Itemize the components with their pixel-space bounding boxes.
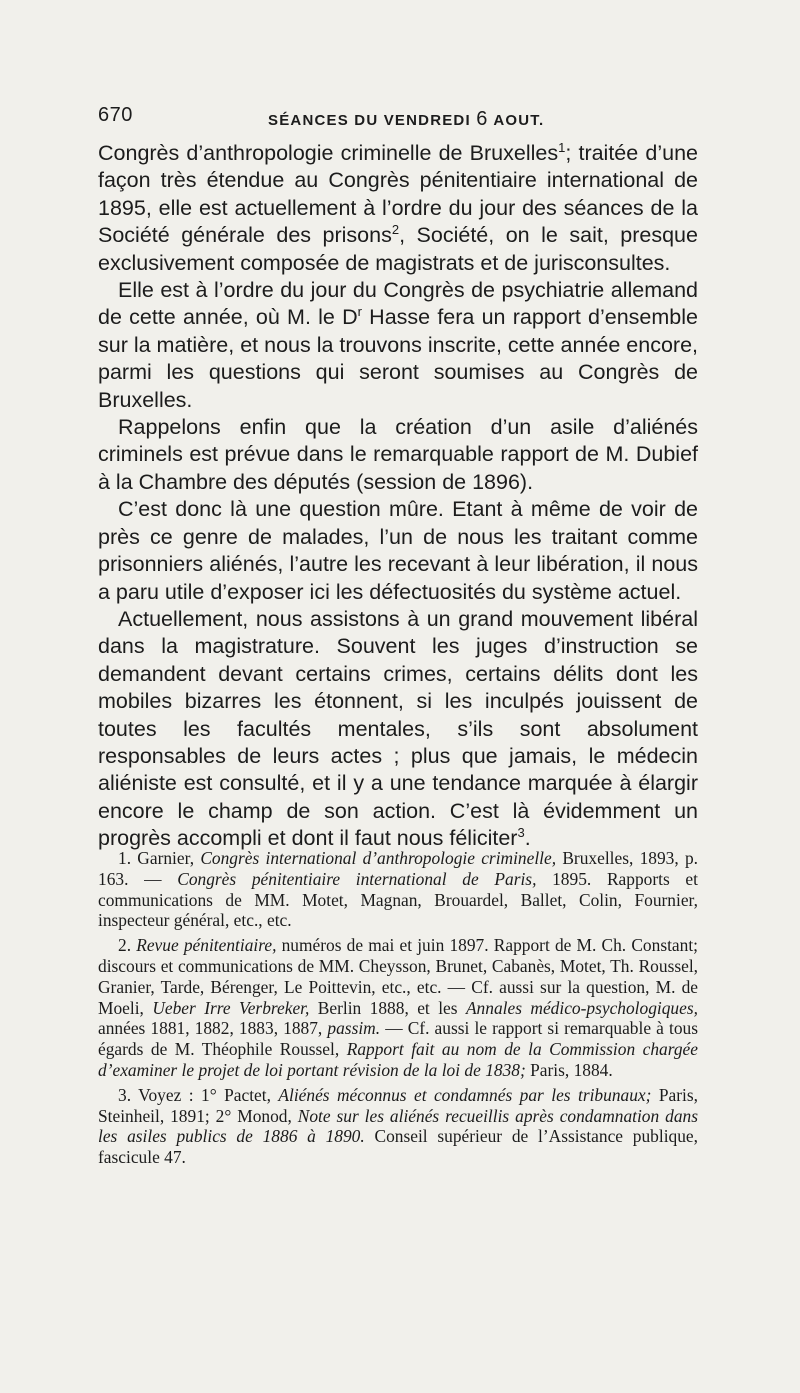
paragraph: Rappelons enfin que la création d’un asile d’aliénés criminels est prévue dans le remarquable rapport de M. Dubief à la Chambre des députés (session de 1896).	[98, 415, 698, 494]
footnote-3: 3. Voyez : 1° Pactet, Aliénés méconnus et condamnés par les tribunaux; Paris, Steinheil, 1891; 2° Monod, Note sur les aliénés recueillis après condamnation dans les asiles publics de 1886 à 1890. Conseil supérieur de l’Assistance publique, fascicule 47.	[98, 1084, 698, 1168]
page-number: 670	[98, 104, 133, 126]
footnote-ref: 1	[558, 140, 566, 155]
footnotes	[98, 848, 698, 1168]
footnote-2: 2. Revue pénitentiaire, numéros de mai et juin 1897. Rapport de M. Ch. Constant; discours et communications de MM. Cheysson, Brunet, Cabanès, Motet, Th. Roussel, Granier, Tarde, Bérenger, Le Poittevin, etc., etc. — Cf. aussi sur la question, M. de Moeli, Ueber Irre Verbreker, Berlin 1888, et les Annales médico-psychologiques, années 1881, 1882, 1883, 1887, passim. — Cf. aussi le rapport si remarquable à tous égards de M. Théophile Roussel, Rapport fait au nom de la Commission chargée d’examiner le projet de loi portant révision de la loi de 1838; Paris, 1884.	[98, 935, 698, 1080]
footnote-ref: 2	[391, 222, 400, 238]
page-header	[98, 104, 698, 134]
footnote-1: 1. Garnier, Congrès international d’anthropologie criminelle, Bruxelles, 1893, p. 163. — Congrès pénitentiaire international de Paris, 1895. Rapports et communications de MM. Motet, Magnan, Brouardel, Ballet, Colin, Fournier, inspecteur général, etc., etc.	[98, 848, 698, 931]
paragraph: Actuellement, nous assistons à un grand mouvement libéral dans la magistrature. Souvent les juges d’instruction se demandent devant certains crimes, certains délits dont les mobiles bizarres les étonnent, si les inculpés jouissent de toutes les facultés mentales, s’ils sont absolument responsables de leurs actes ; plus que jamais, le médecin aliéniste est consulté, et il y a une tendance marquée à élargir encore le champ de son action. C’est là évidemment un progrès accompli et dont il faut nous féliciter$^3$.	[98, 606, 698, 851]
footnote-ref: 3	[517, 825, 525, 841]
paragraph: Congrès d’anthropologie criminelle de Bruxelles$^1$; traitée d’une façon très étendue au Congrès pénitentiaire international de 1895, elle est actuellement à l’ordre du jour des séances de la Société générale des prisons$^2$, Société, on le sait, presque exclusivement composée de magistrats et de jurisconsultes.	[98, 140, 698, 275]
paragraph: Elle est à l’ordre du jour du Congrès de psychiatrie allemand de cette année, où M. le $D^r$ Hasse fera un rapport d’ensemble sur la matière, et nous la trouvons inscrite, cette année encore, parmi les questions qui seront soumises au Congrès de Bruxelles.	[98, 278, 698, 412]
paragraph: C’est donc là une question mûre. Etant à même de voir de près ce genre de malades, l’un de nous les traitant comme prisonniers aliénés, l’autre les recevant à leur libération, il nous a paru utile d’exposer ici les défectuosités du système actuel.	[98, 497, 698, 604]
main-text	[98, 140, 698, 853]
running-head: SÉANCES DU VENDREDI 6 AOUT.	[268, 108, 545, 130]
